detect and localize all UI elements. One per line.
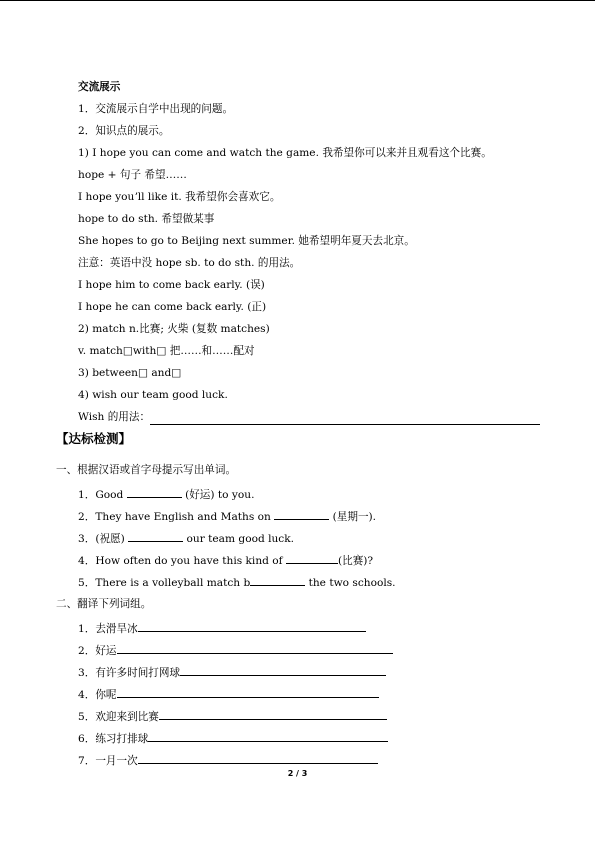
answer-blank[interactable] bbox=[159, 708, 387, 720]
text-line: 2．知识点的展示。 bbox=[78, 125, 170, 137]
wish-usage-label: Wish 的用法： bbox=[78, 411, 151, 423]
text-line: 3) between□ and□ bbox=[78, 367, 182, 379]
exercise-item: 1．Good (好运) to you. bbox=[78, 486, 254, 502]
text-line: 4) wish our team good luck. bbox=[78, 389, 228, 401]
translation-item: 6．练习打排球 bbox=[78, 730, 388, 746]
answer-line bbox=[150, 424, 540, 425]
translation-item: 4．你呢 bbox=[78, 686, 379, 702]
answer-blank[interactable] bbox=[138, 620, 366, 632]
answer-blank[interactable] bbox=[286, 552, 338, 564]
translation-item: 5．欢迎来到比赛 bbox=[78, 708, 387, 724]
answer-blank[interactable] bbox=[148, 730, 388, 742]
text-line: v. match□with□ 把……和……配对 bbox=[78, 345, 255, 357]
text-line: I hope he can come back early. (正) bbox=[78, 301, 267, 313]
exercise-item: 5．There is a volleyball match b the two schools. bbox=[78, 574, 396, 590]
answer-blank[interactable] bbox=[250, 574, 305, 586]
heading: 交流展示 bbox=[78, 81, 121, 93]
answer-blank[interactable] bbox=[180, 664, 386, 676]
text-line: I hope him to come back early. (误) bbox=[78, 279, 265, 291]
text-line: 1) I hope you can come and watch the game. 我希望你可以来并且观看这个比赛。 bbox=[78, 147, 492, 159]
text-line: 1．交流展示自学中出现的问题。 bbox=[78, 103, 234, 115]
page-number: 2 / 3 bbox=[287, 769, 308, 778]
answer-blank[interactable] bbox=[128, 530, 183, 542]
text-line: 注意：英语中没 hope sb. to do sth. 的用法。 bbox=[78, 257, 301, 269]
answer-blank[interactable] bbox=[117, 686, 379, 698]
text-line: She hopes to go to Beijing next summer. 她希望明年夏天去北京。 bbox=[78, 235, 415, 247]
text-line: 2) match n.比赛; 火柴 (复数 matches) bbox=[78, 323, 270, 335]
exercise-item: 4．How often do you have this kind of (比赛)? bbox=[78, 552, 373, 568]
part2-title: 二、翻译下列词组。 bbox=[56, 598, 152, 610]
exercise-item: 3．(祝愿) our team good luck. bbox=[78, 530, 294, 546]
top-rule bbox=[0, 0, 595, 1]
translation-item: 1．去滑旱冰 bbox=[78, 620, 366, 636]
exercise-item: 2．They have English and Maths on (星期一). bbox=[78, 508, 376, 524]
section-title: 【达标检测】 bbox=[56, 431, 132, 446]
translation-item: 7．一月一次 bbox=[78, 752, 378, 768]
answer-blank[interactable] bbox=[127, 486, 182, 498]
answer-blank[interactable] bbox=[117, 642, 393, 654]
answer-blank[interactable] bbox=[274, 508, 329, 520]
text-line: hope to do sth. 希望做某事 bbox=[78, 213, 215, 225]
translation-item: 2．好运 bbox=[78, 642, 393, 658]
text-line: hope + 句子 希望…… bbox=[78, 169, 187, 181]
text-line: I hope youʼll like it. 我希望你会喜欢它。 bbox=[78, 191, 281, 203]
translation-item: 3．有许多时间打网球 bbox=[78, 664, 386, 680]
answer-blank[interactable] bbox=[138, 752, 378, 764]
part1-title: 一、根据汉语或首字母提示写出单词。 bbox=[56, 464, 237, 476]
